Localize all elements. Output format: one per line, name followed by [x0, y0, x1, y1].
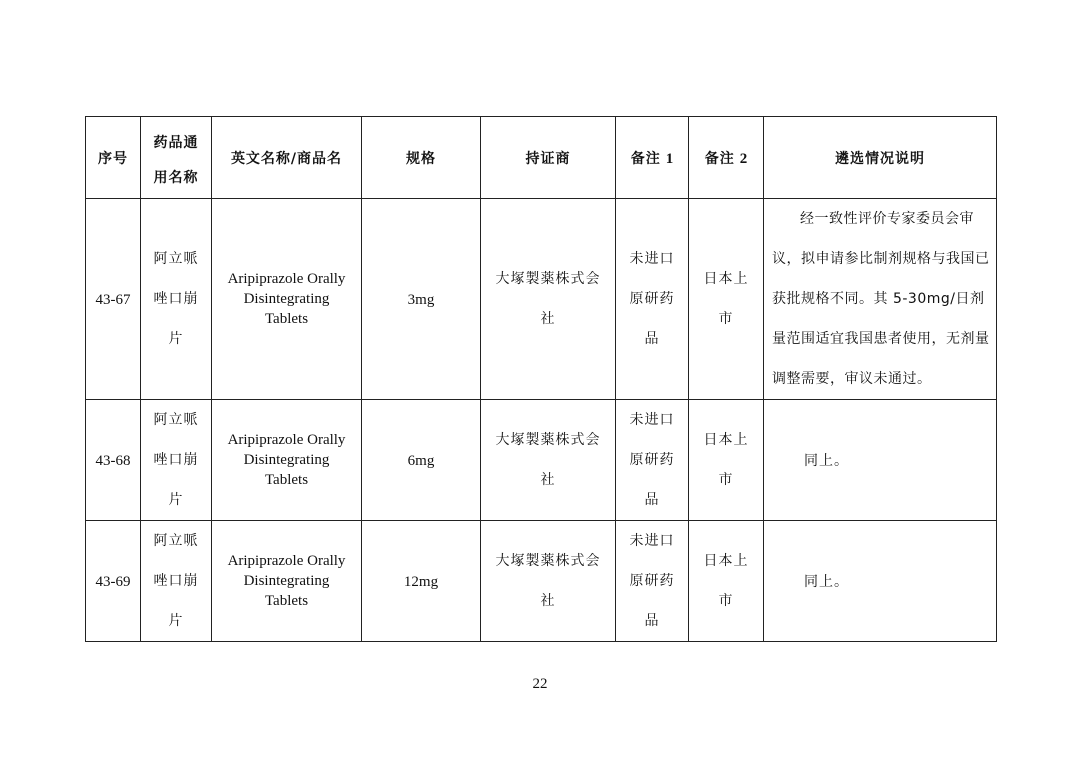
cell-english-name: Aripiprazole Orally Disintegrating Tablets: [212, 521, 362, 642]
cell-note1: 未进口 原研药 品: [616, 400, 689, 521]
cell-seq: 43-68: [86, 400, 141, 521]
cell-generic-name: 阿立哌 唑口崩 片: [141, 400, 212, 521]
cell-note2: 日本上 市: [689, 521, 764, 642]
cell-description: 经一致性评价专家委员会审议，拟申请参比制剂规格与我国已获批规格不同。其 5-30mg/日剂量范围适宜我国患者使用，无剂量调整需要，审议未通过。: [764, 199, 997, 400]
header-seq: 序号: [86, 117, 141, 199]
cell-description: 同上。: [764, 400, 997, 521]
header-note1: 备注 1: [616, 117, 689, 199]
header-generic-name: 药品通 用名称: [141, 117, 212, 199]
cell-spec: 12mg: [362, 521, 481, 642]
cell-holder: 大塚製薬株式会社: [481, 400, 616, 521]
cell-note1: 未进口 原研药 品: [616, 199, 689, 400]
page-number: 22: [532, 676, 548, 692]
cell-spec: 3mg: [362, 199, 481, 400]
cell-spec: 6mg: [362, 400, 481, 521]
table-row: [86, 400, 997, 521]
table-header-row: [86, 117, 997, 199]
header-spec: 规格: [362, 117, 481, 199]
cell-holder: 大塚製薬株式会社: [481, 521, 616, 642]
cell-seq: 43-67: [86, 199, 141, 400]
header-note2: 备注 2: [689, 117, 764, 199]
cell-generic-name: 阿立哌 唑口崩 片: [141, 199, 212, 400]
cell-english-name: Aripiprazole Orally Disintegrating Tablets: [212, 400, 362, 521]
cell-note2: 日本上 市: [689, 400, 764, 521]
cell-description: 同上。: [764, 521, 997, 642]
header-holder: 持证商: [481, 117, 616, 199]
cell-note2: 日本上 市: [689, 199, 764, 400]
cell-note1: 未进口 原研药 品: [616, 521, 689, 642]
cell-seq: 43-69: [86, 521, 141, 642]
header-description: 遴选情况说明: [764, 117, 997, 199]
cell-generic-name: 阿立哌 唑口崩 片: [141, 521, 212, 642]
table-row: [86, 521, 997, 642]
drug-selection-table: [85, 116, 997, 642]
cell-holder: 大塚製薬株式会社: [481, 199, 616, 400]
cell-english-name: Aripiprazole Orally Disintegrating Tablets: [212, 199, 362, 400]
header-english-name: 英文名称/商品名: [212, 117, 362, 199]
table-row: [86, 199, 997, 400]
